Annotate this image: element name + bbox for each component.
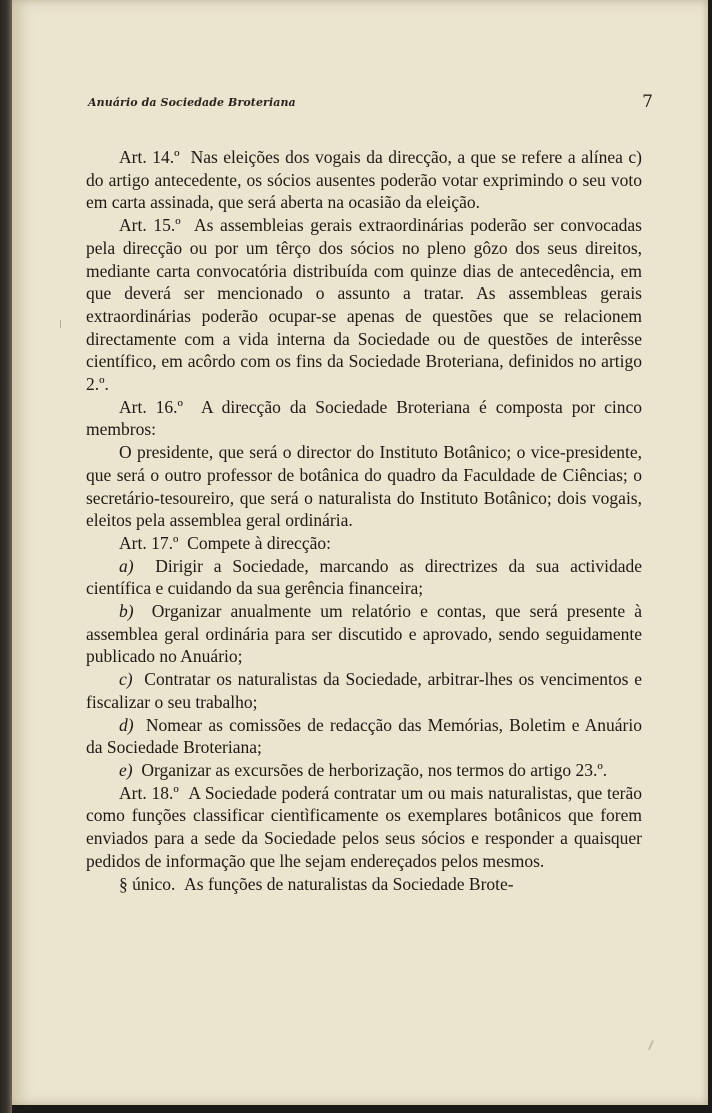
paragraph-art-16 (86, 396, 642, 441)
list-item-d (86, 714, 642, 759)
paragraph-text: A Sociedade poderá contratar um ou mais naturalistas, que terão como funções classificar cientìficamente os exemplares botânicos que forem enviados para a sede da Sociedade pelos seus sócios e responder a quaisquer pedidos de informação que lhe sejam endereçados pelos mesmos. (86, 782, 642, 871)
list-item-e (86, 759, 642, 782)
paragraph-text: As assembleias gerais extraordinárias poderão ser convocadas pela direcção ou por um têrço dos sócios no pleno gôzo dos seus direitos, mediante carta convocatória distribuída com quinze dias de antecedência, em que deverá ser mencionado o assunto a tratar. As assembleas gerais extraordinárias poderão ocupar-se apenas de questões que se relacionem directamente com a vida interna da Sociedade ou de questões de interêsse científico, em acôrdo com os fins da Sociedade Broteriana, definidos no artigo 2.º. (86, 215, 642, 395)
paragraph-text: A direcção da Sociedade Broteriana é composta por cinco membros: (86, 396, 642, 440)
paragraph-text: Dirigir a Sociedade, marcando as directrizes da sua actividade científica e cuidando da sua gerência financeira; (86, 555, 642, 599)
article-label: Art. 16.º (119, 396, 183, 417)
item-label: d) (119, 714, 134, 735)
article-label: Art. 14.º (119, 147, 180, 167)
paragraph-paragraph-unico (86, 873, 642, 896)
item-label: a) (119, 555, 134, 576)
article-label: § único. (119, 873, 176, 894)
paragraph-art-14 (86, 146, 642, 214)
list-item-a (86, 555, 642, 600)
paragraph-text: Contratar os naturalistas da Sociedade, arbitrar-lhes os vencimentos e fiscalizar o seu trabalho; (86, 669, 643, 712)
list-item-c (86, 668, 642, 713)
article-label: Art. 17.º (119, 532, 179, 553)
paragraph-text: Organizar as excursões de herborização, nos termos do artigo 23.º. (141, 759, 608, 780)
item-label: e) (119, 759, 133, 780)
paragraph-text: O presidente, que será o director do Instituto Botânico; o vice-presidente, que será o outro professor de botânica do quadro da Faculdade de Ciências; o secretário-tesoureiro, que será o naturalista do Instituto Botânico; dois vogais, eleitos pela assemblea geral ordinária. (86, 442, 642, 531)
item-label: b) (119, 601, 134, 622)
paper-mark (648, 1040, 654, 1050)
paragraph-art-17 (86, 532, 642, 555)
page-number: 7 (642, 92, 653, 112)
paper-mark (60, 320, 61, 328)
paragraph-direction-members (86, 441, 642, 532)
paragraph-text: Nas eleições dos vogais da direcção, a que se refere a alínea c) do artigo antecedente, os sócios ausentes poderão votar exprimindo o seu voto em carta assinada, que será aberta na ocasião da eleição. (86, 147, 642, 213)
paragraph-art-18 (86, 782, 642, 873)
scan-edge (0, 0, 12, 1113)
article-label: Art. 18.º (119, 782, 179, 803)
body-text (86, 146, 642, 895)
running-head (88, 94, 653, 116)
item-label: c) (119, 669, 133, 690)
running-head-title: Anuário da Sociedade Broteriana (88, 96, 296, 109)
paragraph-text: Compete à direcção: (187, 532, 331, 553)
paragraph-art-15 (86, 214, 642, 396)
article-label: Art. 15.º (119, 215, 181, 236)
paragraph-text: Nomear as comissões de redacção das Memórias, Boletim e Anuário da Sociedade Broteriana; (86, 714, 643, 758)
paragraph-text: Organizar anualmente um relatório e contas, que será presente à assemblea geral ordinária para ser discutido e aprovado, sendo seguidamente publicado no Anuário; (86, 601, 643, 667)
paragraph-text: As funções de naturalistas da Sociedade Brote- (184, 873, 514, 894)
list-item-b (86, 600, 642, 668)
